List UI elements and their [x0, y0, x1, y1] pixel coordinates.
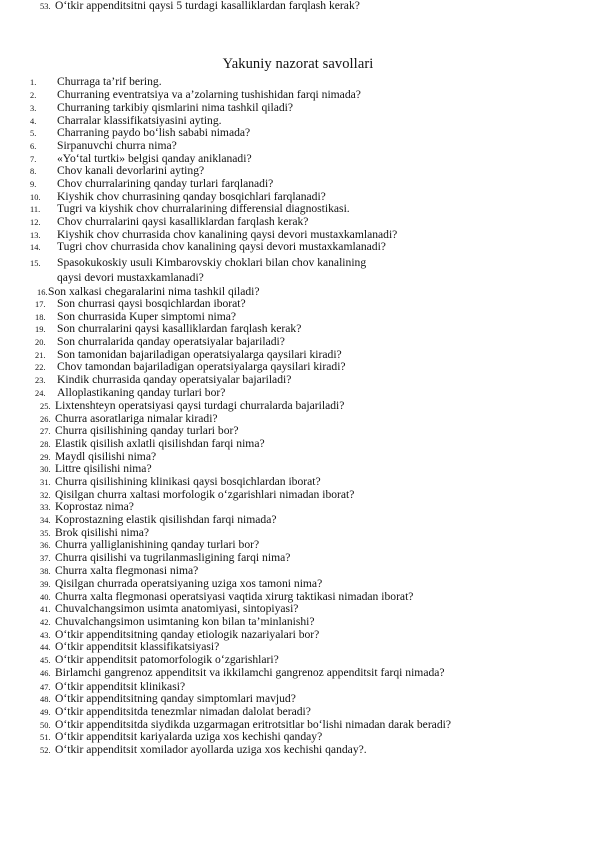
question-text: Kiyshik chov churrasida chov kanalining qaysi devori mustaxkamlanadi?: [57, 228, 398, 241]
question-number: 31.: [40, 478, 51, 487]
question-text: Tugri chov churrasida chov kanalining qaysi devori mustaxkamlanadi?: [57, 240, 386, 253]
question-text: Kindik churrasida qanday operatsiyalar bajariladi?: [57, 373, 292, 386]
question-number: 9.: [30, 180, 37, 189]
question-text: Koprostaz nima?: [55, 500, 134, 513]
question-number: 35.: [40, 529, 51, 538]
question-text: qaysi devori mustaxkamlanadi?: [57, 271, 204, 284]
question-text: Son churralarini qaysi kasalliklardan farqlash kerak?: [57, 322, 302, 335]
question-number: 18.: [35, 313, 46, 322]
question-number: 11.: [30, 205, 41, 214]
question-number: 29.: [40, 453, 51, 462]
question-number: 42.: [40, 618, 51, 627]
question-number: 52.: [40, 746, 51, 755]
question-text: O‘tkir appenditsit klassifikatsiyasi?: [55, 640, 220, 653]
question-number: 21.: [35, 351, 46, 360]
question-number: 28.: [40, 440, 51, 449]
question-text: Churraning tarkibiy qismlarini nima tashkil qiladi?: [57, 101, 294, 114]
question-text: Chov churralarining qanday turlari farqlanadi?: [57, 177, 274, 190]
question-number: 43.: [40, 631, 51, 640]
question-text: Tugri va kiyshik chov churralarining differensial diagnostikasi.: [57, 202, 350, 215]
question-number: 30.: [40, 465, 51, 474]
question-text: Koprostazning elastik qisilishdan farqi nimada?: [55, 513, 277, 526]
question-number: 46.: [40, 669, 51, 678]
question-text: Charralar klassifikatsiyasini ayting.: [57, 114, 222, 127]
question-number: 45.: [40, 656, 51, 665]
question-text: Lixtenshteyn operatsiyasi qaysi turdagi churralarda bajariladi?: [55, 399, 345, 412]
question-text: O‘tkir appenditsitda siydikda uzgarmagan eritrotsitlar bo‘lishi nimadan darak beradi?: [55, 718, 451, 731]
question-number: 10.: [30, 193, 41, 202]
question-number: 19.: [35, 325, 46, 334]
question-text: O‘tkir appenditsitning qanday etiologik nazariyalari bor?: [55, 628, 320, 641]
question-number: 6.: [30, 142, 37, 151]
question-number: 7.: [30, 155, 37, 164]
question-text: Brok qisilishi nima?: [55, 526, 150, 539]
question-text: Churra qisilishi va tugrilanmasligining farqi nima?: [55, 551, 291, 564]
question-number: 5.: [30, 129, 37, 138]
question-number: 23.: [35, 376, 46, 385]
question-number: 24.: [35, 389, 46, 398]
question-number: 14.: [30, 243, 41, 252]
question-text: Churraga ta’rif bering.: [57, 75, 162, 88]
question-item: [0, 667, 596, 680]
question-text: O‘tkir appenditsit klinikasi?: [55, 680, 186, 693]
question-text: O‘tkir appenditsit kariyalarda uziga xos kechishi qanday?: [55, 730, 323, 743]
question-number: 16.: [37, 288, 48, 297]
question-text: Spasokukoskiy usuli Kimbarovskiy choklari bilan chov kanalining: [57, 256, 367, 269]
question-text: Qisilgan churra xaltasi morfologik o‘zgarishlari nimadan iborat?: [55, 488, 355, 501]
question-text: Chuvalchangsimon usimtaning kon bilan ta’minlanishi?: [55, 615, 315, 628]
question-text: Charraning paydo bo‘lish sababi nimada?: [57, 126, 251, 139]
question-text: Elastik qisilish axlatli qisilishdan farqi nima?: [55, 437, 265, 450]
question-text: Chuvalchangsimon usimta anatomiyasi, sintopiyasi?: [55, 602, 299, 615]
question-text: Churra xalta flegmonasi nima?: [55, 564, 199, 577]
question-text: O‘tkir appenditsitda tenezmlar nimadan dalolat beradi?: [55, 705, 311, 718]
question-number: 15.: [30, 259, 41, 268]
question-number: 25.: [40, 402, 51, 411]
question-text: Kiyshik chov churrasining qanday bosqichlari farqlanadi?: [57, 190, 326, 203]
question-text: O‘tkir appenditsit patomorfologik o‘zgarishlari?: [55, 653, 279, 666]
question-text: Littre qisilishi nima?: [55, 462, 152, 475]
question-text: O‘tkir appenditsitni qaysi 5 turdagi kasalliklardan farqlash kerak?: [55, 0, 360, 12]
question-number: 51.: [40, 733, 51, 742]
question-number: 20.: [35, 338, 46, 347]
question-number: 3.: [30, 104, 37, 113]
question-number: 48.: [40, 695, 51, 704]
page-title: Yakuniy nazorat savollari: [222, 56, 374, 72]
question-number: 17.: [35, 300, 46, 309]
question-number: 32.: [40, 491, 51, 500]
question-number: 4.: [30, 117, 37, 126]
question-text: Son churrasi qaysi bosqichlardan iborat?: [57, 297, 246, 310]
question-text: Chov tamondan bajariladigan operatsiyalarga qaysilari kiradi?: [57, 360, 346, 373]
question-text: Churra xalta flegmonasi operatsiyasi vaqtida xirurg taktikasi nimadan iborat?: [55, 590, 414, 603]
question-item: [0, 0, 596, 13]
question-text: Birlamchi gangrenoz appenditsit va ikkilamchi gangrenoz appenditsit farqi nimada?: [55, 666, 445, 679]
question-number: 34.: [40, 516, 51, 525]
question-number: 13.: [30, 231, 41, 240]
question-text: Churraning eventratsiya va a’zolarning tushishidan farqi nimada?: [57, 88, 361, 101]
question-text: Churra qisilishining klinikasi qaysi bosqichlardan iborat?: [55, 475, 321, 488]
question-text: O‘tkir appenditsitning qanday simptomlari mavjud?: [55, 692, 296, 705]
question-text: Son tamonidan bajariladigan operatsiyalarga qaysilari kiradi?: [57, 348, 342, 361]
question-text: Chov kanali devorlarini ayting?: [57, 164, 205, 177]
question-item: [0, 257, 596, 270]
question-text: «Yo‘tal turtki» belgisi qanday aniklanadi?: [57, 152, 252, 165]
question-number: 37.: [40, 554, 51, 563]
question-number: 47.: [40, 683, 51, 692]
question-text: Churra qisilishining qanday turlari bor?: [55, 424, 239, 437]
question-text: Sirpanuvchi churra nima?: [57, 139, 177, 152]
question-number: 41.: [40, 605, 51, 614]
question-item: [0, 744, 596, 757]
question-number: 50.: [40, 721, 51, 730]
question-number: 2.: [30, 91, 37, 100]
question-text: Chov churralarini qaysi kasalliklardan farqlash kerak?: [57, 215, 309, 228]
question-text: Churra yalliglanishining qanday turlari bor?: [55, 538, 260, 551]
question-number: 53.: [40, 2, 51, 11]
question-number: 26.: [40, 415, 51, 424]
question-number: 8.: [30, 167, 37, 176]
question-number: 1.: [30, 78, 37, 87]
question-text: Son churrasida Kuper simptomi nima?: [57, 310, 237, 323]
question-text: Son xalkasi chegaralarini nima tashkil qiladi?: [48, 285, 260, 298]
question-number: 36.: [40, 541, 51, 550]
question-item: [0, 272, 596, 285]
question-text: Maydl qisilishi nima?: [55, 450, 157, 463]
question-item: [0, 241, 596, 254]
question-number: 38.: [40, 567, 51, 576]
question-text: Alloplastikaning qanday turlari bor?: [57, 386, 226, 399]
question-number: 27.: [40, 427, 51, 436]
question-text: O‘tkir appenditsit xomilador ayollarda uziga xos kechishi qanday?.: [55, 743, 367, 756]
question-text: Churra asoratlariga nimalar kiradi?: [55, 412, 218, 425]
question-number: 22.: [35, 363, 46, 372]
question-text: Son churralarida qanday operatsiyalar bajariladi?: [57, 335, 285, 348]
question-number: 44.: [40, 643, 51, 652]
question-text: Qisilgan churrada operatsiyaning uziga xos tamoni nima?: [55, 577, 323, 590]
question-number: 40.: [40, 593, 51, 602]
question-number: 49.: [40, 708, 51, 717]
question-number: 33.: [40, 503, 51, 512]
question-number: 12.: [30, 218, 41, 227]
question-number: 39.: [40, 580, 51, 589]
